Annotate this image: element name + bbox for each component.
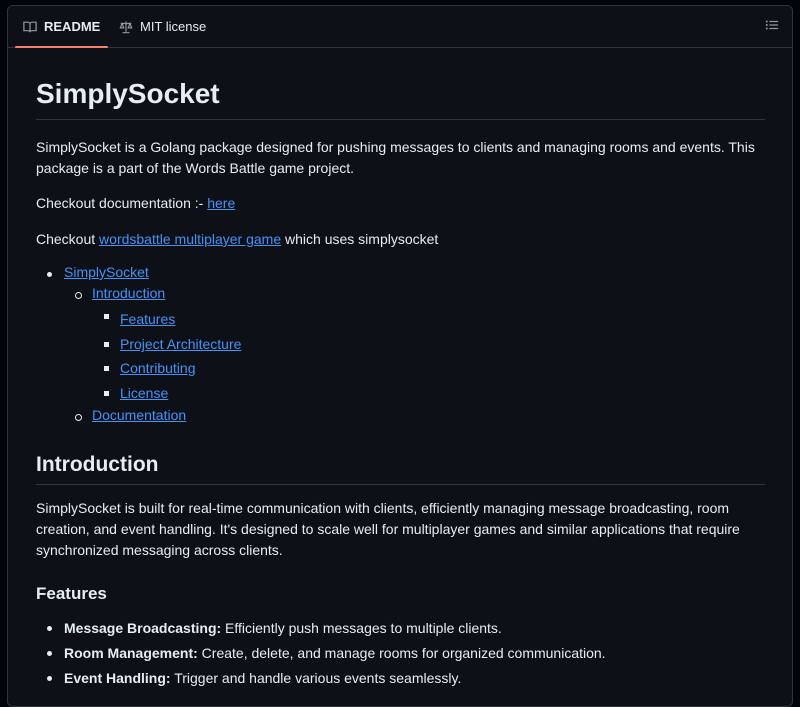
toc-nested <box>64 285 241 428</box>
toc-item <box>120 358 241 383</box>
features-heading: Features <box>36 584 107 603</box>
toc-link-license[interactable]: License <box>120 385 169 401</box>
toc-item <box>92 285 241 306</box>
toc-item <box>120 334 241 358</box>
introduction-heading: Introduction <box>36 453 765 485</box>
docs-link[interactable]: here <box>207 195 236 211</box>
toc-link-architecture[interactable]: Project Architecture <box>120 336 242 352</box>
tab-license-label: MIT license <box>140 19 207 34</box>
feature-text: Create, delete, and manage rooms for organized communication. <box>197 645 606 661</box>
tab-bar <box>8 6 792 48</box>
feature-text: Efficiently push messages to multiple clients. <box>221 620 502 636</box>
feature-title: Event Handling: <box>64 670 171 686</box>
toc-link-introduction[interactable]: Introduction <box>92 285 166 301</box>
toc-item <box>120 306 241 334</box>
readme-panel <box>7 5 793 707</box>
toc-item <box>92 407 241 428</box>
toc-link-documentation[interactable]: Documentation <box>92 407 187 423</box>
game-prefix: Checkout <box>36 231 100 247</box>
tab-readme[interactable] <box>15 6 108 47</box>
outline-button[interactable] <box>760 15 784 39</box>
feature-title: Room Management: <box>64 645 198 661</box>
toc-nested <box>92 306 241 407</box>
book-icon <box>23 20 37 34</box>
toc-item <box>64 264 241 285</box>
toc-link-features[interactable]: Features <box>120 311 176 327</box>
feature-item <box>64 618 606 643</box>
docs-prefix: Checkout documentation :- <box>36 195 208 211</box>
toc-link-simplysocket[interactable]: SimplySocket <box>64 264 149 280</box>
readme-title: SimplySocket <box>36 78 765 120</box>
feature-title: Message Broadcasting: <box>64 620 222 636</box>
table-of-contents <box>64 264 241 428</box>
law-icon <box>119 20 133 34</box>
docs-paragraph <box>36 193 765 214</box>
game-link[interactable]: wordsbattle multiplayer game <box>99 231 282 247</box>
features-list <box>64 618 606 693</box>
game-paragraph <box>36 229 765 250</box>
tab-license[interactable] <box>111 6 214 47</box>
list-outline-icon <box>765 18 779 37</box>
toc-link-contributing[interactable]: Contributing <box>120 360 196 376</box>
feature-item <box>64 643 606 668</box>
toc-item <box>120 383 241 407</box>
game-suffix: which uses simplysocket <box>281 231 439 247</box>
tab-readme-label: README <box>44 19 101 34</box>
intro-paragraph: SimplySocket is a Golang package designed for pushing messages to clients and managing rooms and events. This package is a part of the Words Battle game project. <box>36 139 755 176</box>
introduction-paragraph: SimplySocket is built for real-time communication with clients, efficiently managing message broadcasting, room creation, and event handling. It's designed to scale well for multiplayer games and similar applications that require synchronized messaging across clients. <box>36 500 740 558</box>
feature-text: Trigger and handle various events seamlessly. <box>170 670 462 686</box>
